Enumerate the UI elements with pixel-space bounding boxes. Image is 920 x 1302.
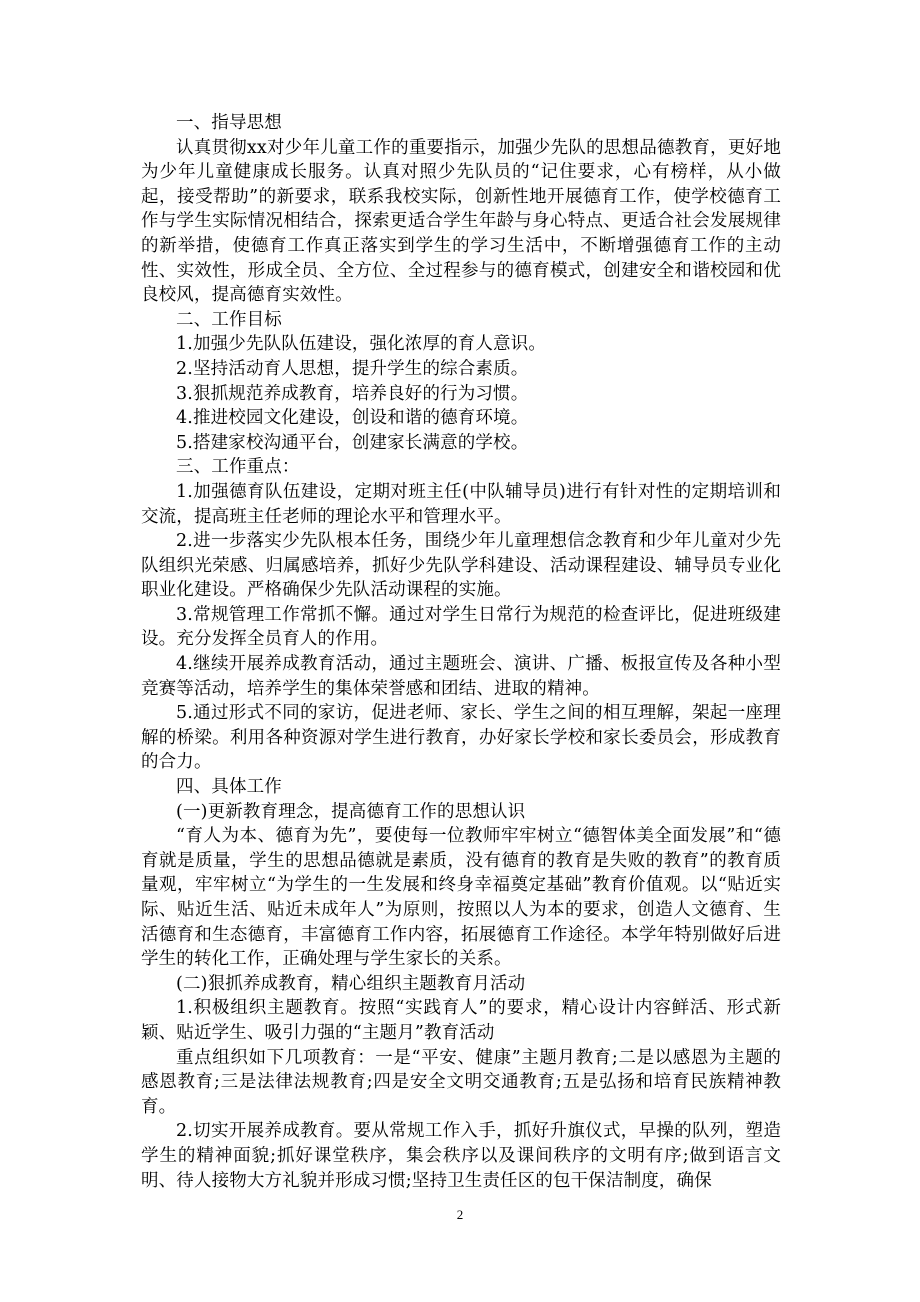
section-heading-specific-work: 四、具体工作 (176, 777, 282, 798)
section-heading-work-focus: 三、工作重点： (176, 457, 300, 478)
goal-item-2: 2.坚持活动育人思想，提升学生的综合素质。 (176, 358, 529, 379)
subsection-heading-1: (一)更新教育理念，提高德育工作的思想认识 (176, 801, 526, 822)
focus-item-4: 4.继续开展养成教育活动，通过主题班会、演讲、广播、板报宣传及各种小型竞赛等活动，培养学生的集体荣誉感和团结、进取的精神。 (141, 654, 781, 699)
activity-item-1: 1.积极组织主题教育。按照“实践育人”的要求，精心设计内容鲜活、形式新颖、贴近学生、吸引力强的“主题月”教育活动 (141, 998, 781, 1043)
focus-item-5: 5.通过形式不同的家访，促进老师、家长、学生之间的相互理解，架起一座理解的桥梁。利用各种资源对学生进行教育，办好家长学校和家长委员会，形成教育的合力。 (141, 703, 781, 773)
paragraph-key-education: 重点组织如下几项教育：一是“平安、健康”主题月教育;二是以感恩为主题的感恩教育;三是法律法规教育;四是安全文明交通教育;五是弘扬和培育民族精神教育。 (141, 1047, 781, 1117)
goal-item-5: 5.搭建家校沟通平台，创建家长满意的学校。 (176, 432, 529, 453)
subsection-heading-2: (二)狠抓养成教育，精心组织主题教育月活动 (176, 973, 526, 994)
document-body (141, 111, 781, 1193)
focus-item-1: 1.加强德育队伍建设，定期对班主任(中队辅导员)进行有针对性的定期培训和交流，提高班主任老师的理论水平和管理水平。 (141, 481, 781, 527)
goal-item-4: 4.推进校园文化建设，创设和谐的德育环境。 (176, 408, 529, 429)
goal-item-1: 1.加强少先队队伍建设，强化浓厚的育人意识。 (176, 334, 546, 355)
section-heading-work-goals: 二、工作目标 (176, 309, 282, 330)
focus-item-3: 3.常规管理工作常抓不懈。通过对学生日常行为规范的检查评比，促进班级建设。充分发挥全员育人的作用。 (141, 604, 781, 650)
activity-item-2: 2.切实开展养成教育。要从常规工作入手，抓好升旗仪式，早操的队列，塑造学生的精神面貌;抓好课堂秩序，集会秩序以及课间秩序的文明有序;做到语言文明、待人接物大方礼貌并形成习惯;坚持卫生责任区的包干保洁制度，确保 (141, 1121, 781, 1191)
goal-item-3: 3.狠抓规范养成教育，培养良好的行为习惯。 (176, 383, 529, 404)
focus-item-2: 2.进一步落实少先队根本任务，围绕少年儿童理想信念教育和少年儿童对少先队组织光荣感、归属感培养，抓好少先队学科建设、活动课程建设、辅导员专业化职业化建设。严格确保少先队活动课程的实施。 (141, 531, 781, 601)
page-number: 2 (456, 1207, 464, 1222)
paragraph-education-philosophy: “育人为本、德育为先”，要使每一位教师牢牢树立“德智体美全面发展”和“德育就是质量，学生的思想品德就是素质，没有德育的教育是失败的教育”的教育质量观，牢牢树立“为学生的一生发展和终身幸福奠定基础”教育价值观。以“贴近实际、贴近生活、贴近未成年人”为原则，按照以人为本的要求，创造人文德育、生活德育和生态德育，丰富德育工作内容，拓展德育工作途径。本学年特别做好后进学生的转化工作，正确处理与学生家长的关系。 (141, 826, 781, 970)
paragraph-guiding-ideology: 认真贯彻xx对少年儿童工作的重要指示，加强少先队的思想品德教育，更好地为少年儿童健康成长服务。认真对照少先队员的“记住要求，心有榜样，从小做起，接受帮助”的新要求，联系我校实际，创新性地开展德育工作，使学校德育工作与学生实际情况相结合，探索更适合学生年龄与身心特点、更适合社会发展规律的新举措，使德育工作真正落实到学生的学习生活中，不断增强德育工作的主动性、实效性，形成全员、全方位、全过程参与的德育模式，创建安全和谐校园和优良校风，提高德育实效性。 (141, 137, 781, 306)
section-heading-guiding-ideology: 一、指导思想 (176, 113, 282, 133)
